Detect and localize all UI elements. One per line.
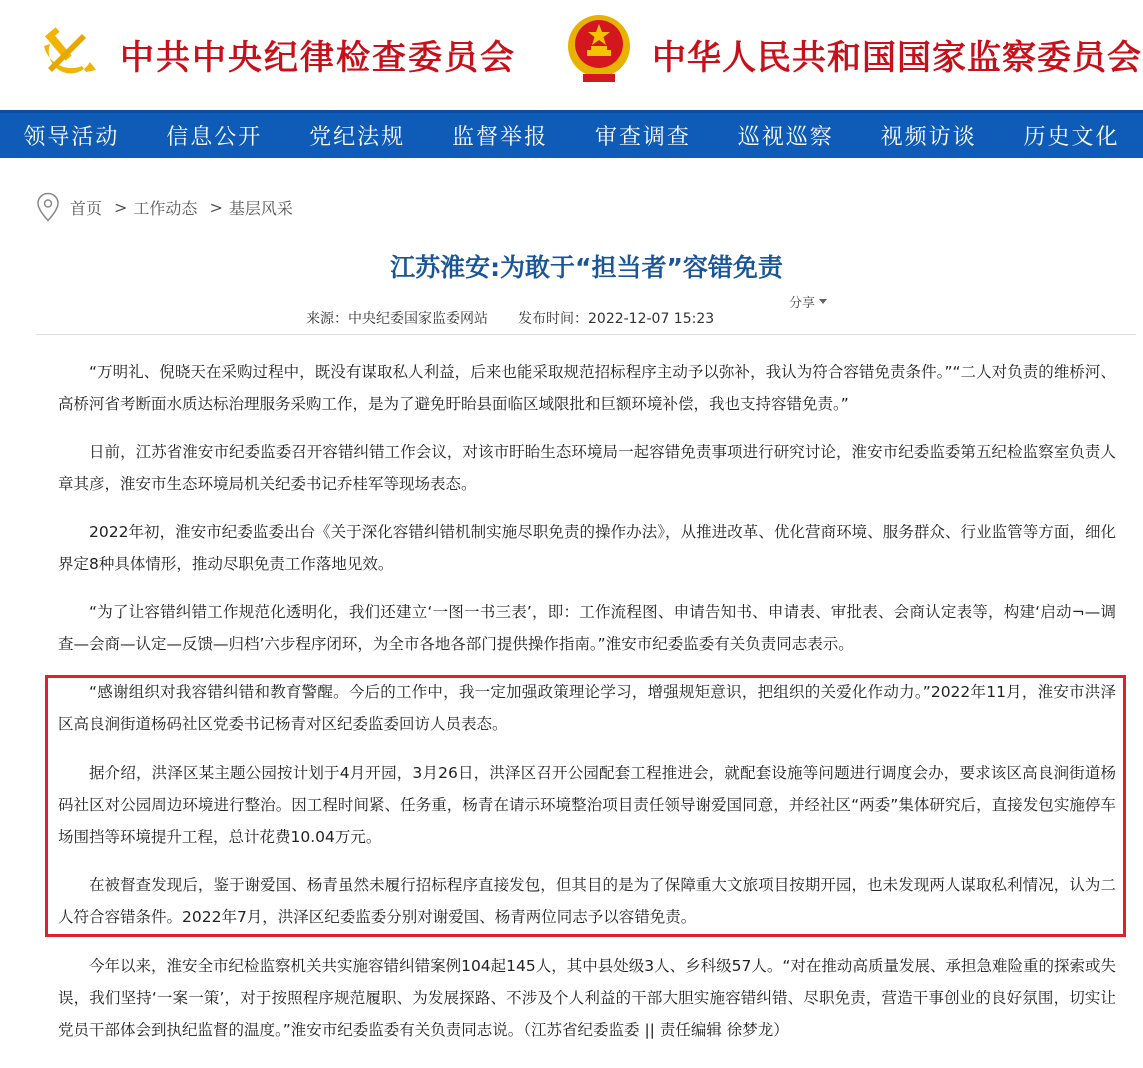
- location-pin-icon: [36, 192, 60, 222]
- article-title: 江苏淮安:为敢于“担当者”容错免责: [390, 253, 783, 282]
- article-paragraph: “感谢组织对我容错纠错和教育警醒。今后的工作中，我一定加强政策理论学习，增强规矩意识，把组织的关爱化作动力。”2022年11月，淮安市洪泽区高良涧街道杨码社区党委书记杨青对区纪委监委回访人员表态。: [58, 683, 1116, 733]
- nav-item-disclosure[interactable]: 信息公开: [166, 125, 263, 150]
- article-paragraph: 在被督查发现后，鉴于谢爱国、杨青虽然未履行招标程序直接发包，但其目的是为了保障重大文旅项目按期开园，也未发现两人谋取私利情况，认为二人符合容错条件。2022年7月，洪泽区纪委监委分别对谢爱国、杨青两位同志予以容错免责。: [58, 876, 1116, 926]
- article-paragraph: 今年以来，淮安全市纪检监察机关共实施容错纠错案例104起145人，其中县处级3人、乡科级57人。“对在推动高质量发展、承担急难险重的探索或失误，我们坚持‘一案一策’，对于按照程序规范履职、为发展探路、不涉及个人利益的干部大胆实施容错纠错、尽职免责，营造干事创业的良好氛围，切实让党员干部体会到执纪监督的温度。”淮安市纪委监委有关负责同志说。（江苏省纪委监委 || 责任编辑 徐梦龙）: [58, 957, 1116, 1039]
- breadcrumb-grassroots[interactable]: 基层风采: [228, 198, 293, 218]
- nav-item-investigation[interactable]: 审查调查: [594, 125, 691, 150]
- share-label: 分享: [789, 296, 816, 311]
- party-emblem-icon: [38, 14, 104, 80]
- main-nav: [0, 110, 1143, 158]
- article-paragraph: 据介绍，洪泽区某主题公园按计划于4月开园，3月26日，洪泽区召开公园配套工程推进会，就配套设施等问题进行调度会办，要求该区高良涧街道杨码社区对公园周边环境进行整治。因工程时间紧、任务重，杨青在请示环境整治项目责任领导谢爱国同意，并经社区“两委”集体研究后，直接发包实施停车场围挡等环境提升工程，总计花费10.04万元。: [58, 764, 1116, 846]
- article-paragraph: 日前，江苏省淮安市纪委监委召开容错纠错工作会议，对该市盱眙生态环境局一起容错免责事项进行研究讨论，淮安市纪委监委第五纪检监察室负责人章其彦，淮安市生态环境局机关纪委书记乔桂军等现场表态。: [58, 443, 1116, 493]
- breadcrumb-separator: >: [209, 197, 223, 217]
- party-committee-title[interactable]: 中共中央纪律检查委员会: [120, 38, 516, 78]
- breadcrumb-separator: >: [114, 197, 128, 217]
- nav-item-report[interactable]: 监督举报: [452, 125, 549, 150]
- nav-item-regulations[interactable]: 党纪法规: [309, 125, 406, 150]
- article-publish-time: 发布时间：2022-12-07 15:23: [518, 311, 715, 327]
- nav-item-inspection[interactable]: 巡视巡察: [737, 125, 834, 150]
- chevron-down-icon: [819, 299, 827, 304]
- breadcrumb-home[interactable]: 首页: [70, 198, 103, 218]
- nav-item-leadership[interactable]: 领导活动: [23, 125, 120, 150]
- site-banner: [0, 0, 1143, 110]
- national-emblem-icon: [565, 12, 633, 84]
- nav-item-video[interactable]: 视频访谈: [880, 125, 977, 150]
- divider: [36, 334, 1136, 335]
- nav-item-history[interactable]: 历史文化: [1023, 125, 1120, 150]
- breadcrumb: [36, 192, 293, 222]
- article-paragraph: “万明礼、倪晓天在采购过程中，既没有谋取私人利益，后来也能采取规范招标程序主动予以弥补，我认为符合容错免责条件。”“二人对负责的维桥河、高桥河省考断面水质达标治理服务采购工作，是为了避免盱眙县面临区域限批和巨额环境补偿，我也支持容错免责。”: [58, 363, 1116, 413]
- article-source: 来源：中央纪委国家监委网站: [306, 311, 488, 327]
- article-meta: [306, 308, 714, 328]
- article-paragraph: 2022年初，淮安市纪委监委出台《关于深化容错纠错机制实施尽职免责的操作办法》，从推进改革、优化营商环境、服务群众、行业监管等方面，细化界定8种具体情形，推动尽职免责工作落地见效。: [58, 523, 1116, 573]
- national-commission-title[interactable]: 中华人民共和国国家监察委员会: [652, 38, 1142, 78]
- breadcrumb-work-news[interactable]: 工作动态: [133, 198, 198, 218]
- article-paragraph: “为了让容错纠错工作规范化透明化，我们还建立‘一图一书三表’，即：工作流程图、申请告知书、申请表、审批表、会商认定表等，构建‘启动¬—调查—会商—认定—反馈—归档’六步程序闭环，为全市各地各部门提供操作指南。”淮安市纪委监委有关负责同志表示。: [58, 603, 1116, 653]
- share-button[interactable]: [789, 292, 827, 311]
